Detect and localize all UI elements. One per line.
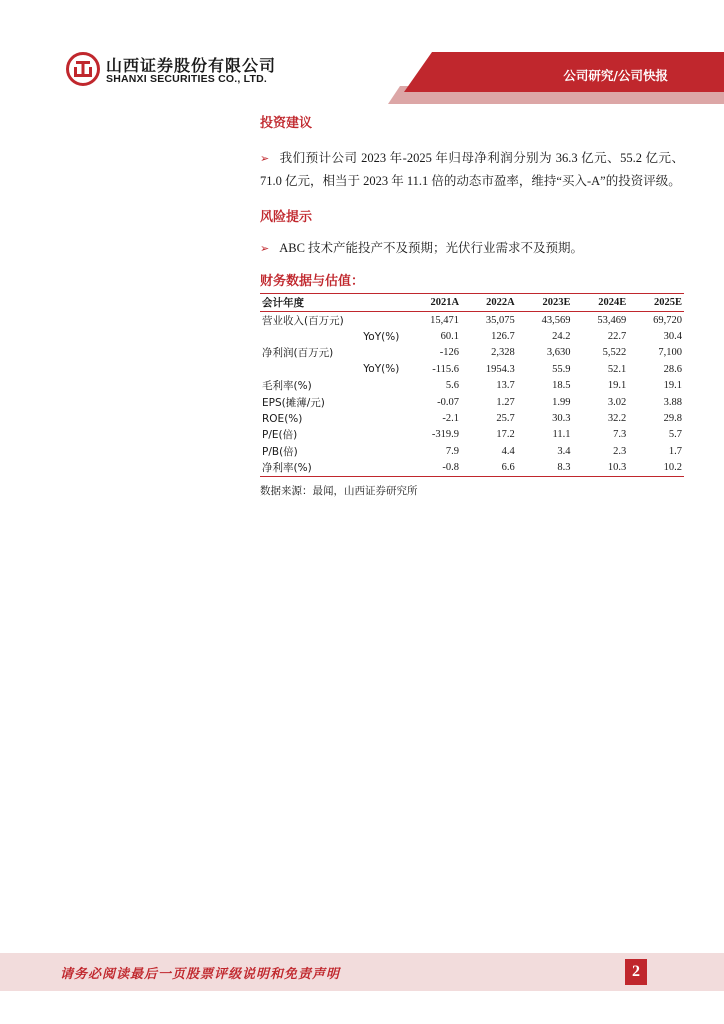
table-cell: -319.9 [431,429,460,441]
data-source-note: 数据来源：最闻，山西证券研究所 [260,484,418,497]
risk-title: 风险提示 [260,210,313,225]
table-cell: 18.5 [552,380,571,392]
table-cell: -0.07 [437,396,460,408]
table-cell: 1.99 [552,396,571,408]
table-row [260,410,684,426]
row-label: EPS(摊薄/元) [262,396,325,409]
table-cell: 30.4 [663,331,682,343]
table-row [260,328,684,344]
table-cell: 10.3 [573,460,629,477]
row-label: YoY(%) [363,330,400,343]
table-cell: 2,328 [491,347,515,359]
bullet-arrow-icon: ➢ [260,152,270,165]
financial-title: 财务数据与估值： [260,274,365,289]
company-name-en: SHANXI SECURITIES CO., LTD. [106,73,267,85]
table-cell: 3,630 [546,347,571,359]
table-header-cell: 2021A [405,294,461,312]
investment-text: 我们预计公司 2023 年-2025 年归母净利润分别为 36.3 亿元、55.2 亿元、71.0 亿元，相当于 2023 年 11.1 倍的动态市盈率，维持“买入-A”的投资评级。 [260,151,684,188]
bullet-arrow-icon: ➢ [260,242,270,255]
table-cell: 3.88 [663,396,682,408]
risk-text: ABC 技术产能投产不及预期；光伏行业需求不及预期。 [279,241,584,255]
table-header-cell: 2025E [628,294,684,312]
page-number: 2 [625,959,647,985]
table-cell: 5.7 [668,429,682,441]
table-cell: 7.9 [445,445,460,457]
table-cell: 4.4 [501,445,515,457]
table-cell: -115.6 [432,363,460,375]
table-cell: 43,569 [541,314,571,326]
table-cell: 60.1 [440,331,460,343]
row-label: 毛利率(%) [262,380,312,393]
report-content [260,106,684,498]
company-name-cn: 山西证券股份有限公司 [106,56,277,75]
table-cell: 13.7 [496,380,515,392]
table-cell: 19.1 [607,380,627,392]
table-cell: 11.1 [552,429,571,441]
table-header-cell: 2023E [517,294,573,312]
table-cell: 55.9 [552,363,571,375]
table-cell: -0.8 [405,460,461,477]
table-cell: 10.2 [628,460,684,477]
table-header-row [260,294,684,312]
page-header [0,0,724,104]
table-cell: 19.1 [663,380,682,392]
table-row [260,345,684,361]
financial-table [260,293,684,477]
investment-paragraph [260,147,684,192]
table-cell: 7,100 [658,347,682,359]
report-type-label: 公司研究/公司快报 [563,68,668,83]
row-label: ROE(%) [262,412,303,425]
table-cell: 6.6 [461,460,517,477]
table-cell: 2.3 [613,445,627,457]
table-cell: -2.1 [442,413,460,425]
table-row [260,312,684,329]
table-cell: 1.7 [668,445,682,457]
table-cell: 7.3 [613,429,627,441]
table-cell: -126 [439,347,460,359]
table-cell: 25.7 [496,413,515,425]
table-cell: 28.6 [663,363,682,375]
table-cell: 52.1 [607,363,627,375]
table-cell: 5.6 [445,380,460,392]
header-banner [0,0,724,104]
table-cell: 8.3 [517,460,573,477]
table-row [260,443,684,459]
row-label: 营业收入(百万元) [262,314,344,327]
investment-title: 投资建议 [260,116,313,131]
table-row [260,427,684,443]
table-header-cell: 2024E [573,294,629,312]
company-logo-icon [66,52,100,86]
table-row [260,378,684,394]
row-label: 净利率(%) [260,460,405,477]
table-cell: 17.2 [496,429,515,441]
table-cell: 3.4 [557,445,571,457]
table-cell: 5,522 [602,347,627,359]
table-header-cell: 2022A [461,294,517,312]
risk-paragraph [260,237,684,260]
disclaimer-text: 请务必阅读最后一页股票评级说明和免责声明 [60,967,341,982]
table-cell: 29.8 [663,413,682,425]
table-header-cell: 会计年度 [260,294,405,312]
table-cell: 53,469 [597,314,627,326]
table-cell: 1.27 [496,396,515,408]
table-cell: 22.7 [607,331,627,343]
table-cell: 24.2 [552,331,571,343]
row-label: 净利润(百万元) [262,347,334,360]
table-cell: 126.7 [491,331,515,343]
row-label: P/E(倍) [262,429,298,442]
row-label: YoY(%) [363,363,400,376]
row-label: P/B(倍) [262,445,298,458]
page-footer [0,953,724,991]
table-cell: 35,075 [485,314,515,326]
table-cell: 69,720 [653,314,682,326]
table-row [260,460,684,477]
table-row [260,394,684,410]
table-cell: 15,471 [430,314,460,326]
table-cell: 32.2 [607,413,627,425]
table-body [260,312,684,477]
table-cell: 1954.3 [485,363,515,375]
table-cell: 3.02 [607,396,627,408]
table-row [260,361,684,377]
table-cell: 30.3 [552,413,571,425]
